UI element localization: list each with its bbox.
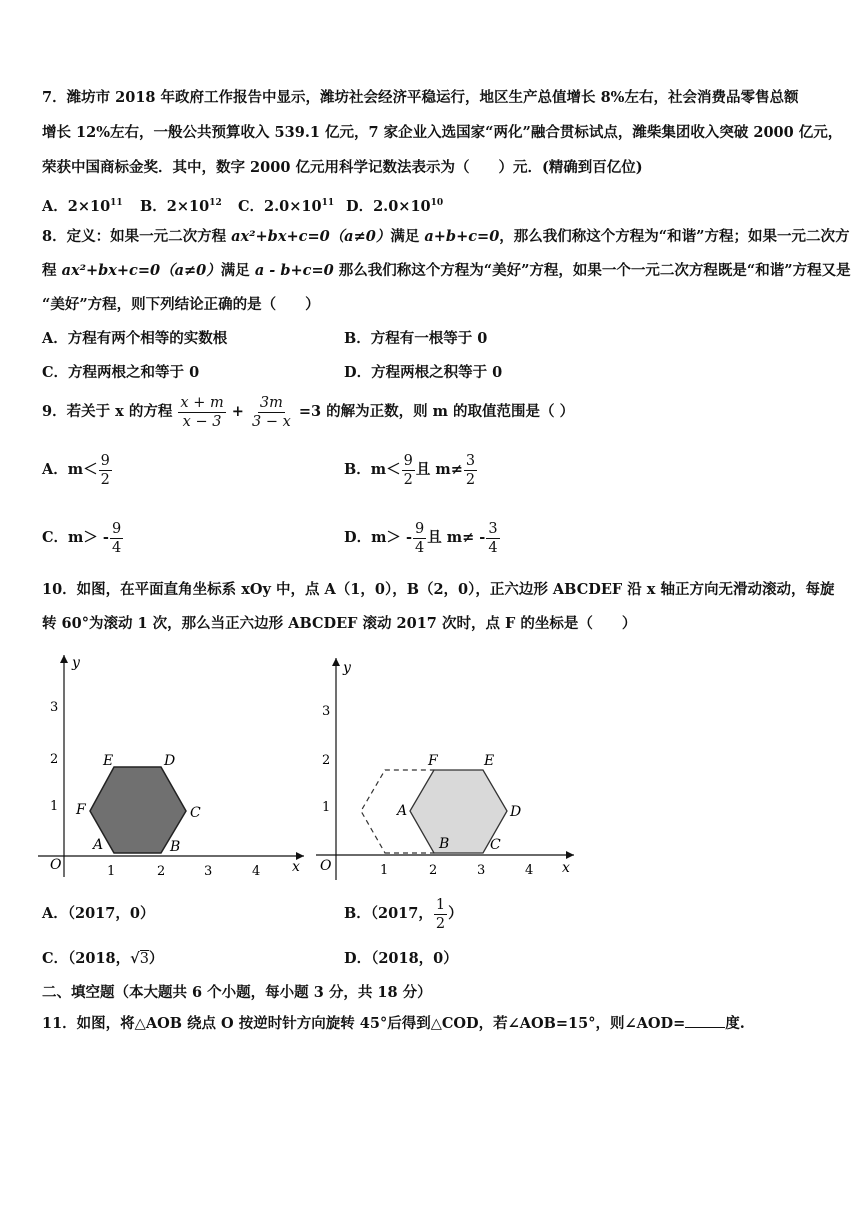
q8-line3: “美好”方程，则下列结论正确的是（ ） [42,296,320,313]
vertex-b: B [439,836,450,852]
vertex-e: E [484,753,495,769]
q10-option-b: B．（2017， $\frac{1}{2}$ ） [344,896,463,932]
y-tick-3: 3 [50,700,59,715]
origin-label: O [50,857,62,873]
vertex-f: F [76,802,86,818]
vertex-e: E [103,753,114,769]
q11-stem: 11．如图，将△AOB 绕点 O 按逆时针方向旋转 45°后得到△COD，若∠AOB=15°，则∠AOD= 度. [42,1015,745,1032]
q7-option-c: C．$2.0\times 10^{11}$ [238,197,335,215]
vertex-c: C [490,837,501,853]
q7-line1: 7．潍坊市 2018 年政府工作报告中显示，潍坊社会经济平稳运行，地区生产总值增长 8%左右，社会消费品零售总额 [42,89,799,106]
x-axis-label: x [562,860,570,876]
y-tick-3: 3 [322,704,331,719]
q10-figure-2 [312,650,582,890]
y-axis-label: y [72,655,80,671]
vertex-c: C [190,805,201,821]
q7-option-b: B．$2\times 10^{12}$ [140,197,222,215]
vertex-d: D [510,804,522,820]
q10-line2: 转 60°为滚动 1 次，那么当正六边形 ABCDEF 滚动 2017 次时，点 F 的坐标是（ ） [42,615,637,632]
q8-option-a: A．方程有两个相等的实数根 [42,330,228,347]
y-axis-label: y [343,660,351,676]
q10-line1: 10．如图，在平面直角坐标系 xOy 中，点 A（1，0），B（2，0），正六边形 ABCDEF 沿 x 轴正方向无滑动滚动，每旋 [42,581,835,598]
y-axis-arrow [332,658,340,666]
x-tick-2: 2 [429,863,438,878]
x-tick-4: 4 [252,864,261,879]
q7-option-d: D．$2.0\times 10^{10}$ [346,197,444,215]
sqrt-sign: √ [130,950,140,967]
y-axis-arrow [60,655,68,663]
x-tick-4: 4 [525,863,534,878]
vertex-d: D [164,753,176,769]
q9-option-c: C．m＞ - $\frac{9}{4}$ [42,520,122,556]
q10-figure-1 [30,645,310,885]
q7-option-a: A．$2\times 10^{11}$ [42,197,123,215]
vertex-b: B [170,839,181,855]
q10-option-a: A．（2017，0） [42,905,155,922]
vertex-a: A [93,837,104,853]
y-tick-1: 1 [50,799,59,814]
q8-line1: 8．定义：如果一元二次方程 ax²+bx+c=0（a≠0）满足 a+b+c=0，那么我们称这个方程为“和谐”方程；如果一元二次方 [42,228,850,245]
q9-fraction-2: $\frac{3m}{3 - x}$ [251,394,291,430]
section-2-heading: 二、填空题（本大题共 6 个小题，每小题 3 分，共 18 分） [42,984,432,1001]
q8-option-c: C．方程两根之和等于 0 [42,364,200,381]
q8-line2: 程 ax²+bx+c=0（a≠0）满足 a - b+c=0 那么我们称这个方程为“美好”方程，如果一个一元二次方程既是“和谐”方程又是 [42,262,851,279]
q10-option-d: D．（2018，0） [344,950,458,967]
x-tick-2: 2 [157,864,166,879]
q7-line3: 荣获中国商标金奖．其中，数字 2000 亿元用科学记数法表示为（ ）元．(精确到百亿位) [42,159,643,176]
x-axis-label: x [292,859,300,875]
answer-blank[interactable] [685,1013,725,1028]
y-tick-2: 2 [322,753,331,768]
x-tick-1: 1 [107,864,116,879]
q9-stem: 9．若关于 x 的方程 $\frac{x + m}{x - 3}$ + $\frac{3m}{3 - x}$ =3 的解为正数，则 m 的取值范围是（ ） [42,394,575,430]
vertex-a: A [397,803,408,819]
q9-option-a: A．m＜ $\frac{9}{2}$ [42,452,110,488]
q8-option-b: B．方程有一根等于 0 [344,330,488,347]
x-axis-arrow [566,851,574,859]
vertex-f: F [428,753,438,769]
q9-option-d: D．m＞ - $\frac{9}{4}$ 且 m≠ - $\frac{3}{4}$ [344,520,498,556]
q10-option-c: C．（2018，√3） [42,950,164,967]
q8-option-d: D．方程两根之积等于 0 [344,364,503,381]
x-tick-3: 3 [477,863,486,878]
x-tick-3: 3 [204,864,213,879]
y-tick-2: 2 [50,752,59,767]
q9-option-b: B．m＜ $\frac{9}{2}$ 且 m≠ $\frac{3}{2}$ [344,452,476,488]
q7-line2: 增长 12%左右，一般公共预算收入 539.1 亿元，7 家企业入选国家“两化”融合贯标试点，潍柴集团收入突破 2000 亿元， [42,124,843,141]
q9-fraction-1: $\frac{x + m}{x - 3}$ [180,394,224,430]
y-tick-1: 1 [322,800,331,815]
origin-label: O [320,858,332,874]
x-tick-1: 1 [380,863,389,878]
